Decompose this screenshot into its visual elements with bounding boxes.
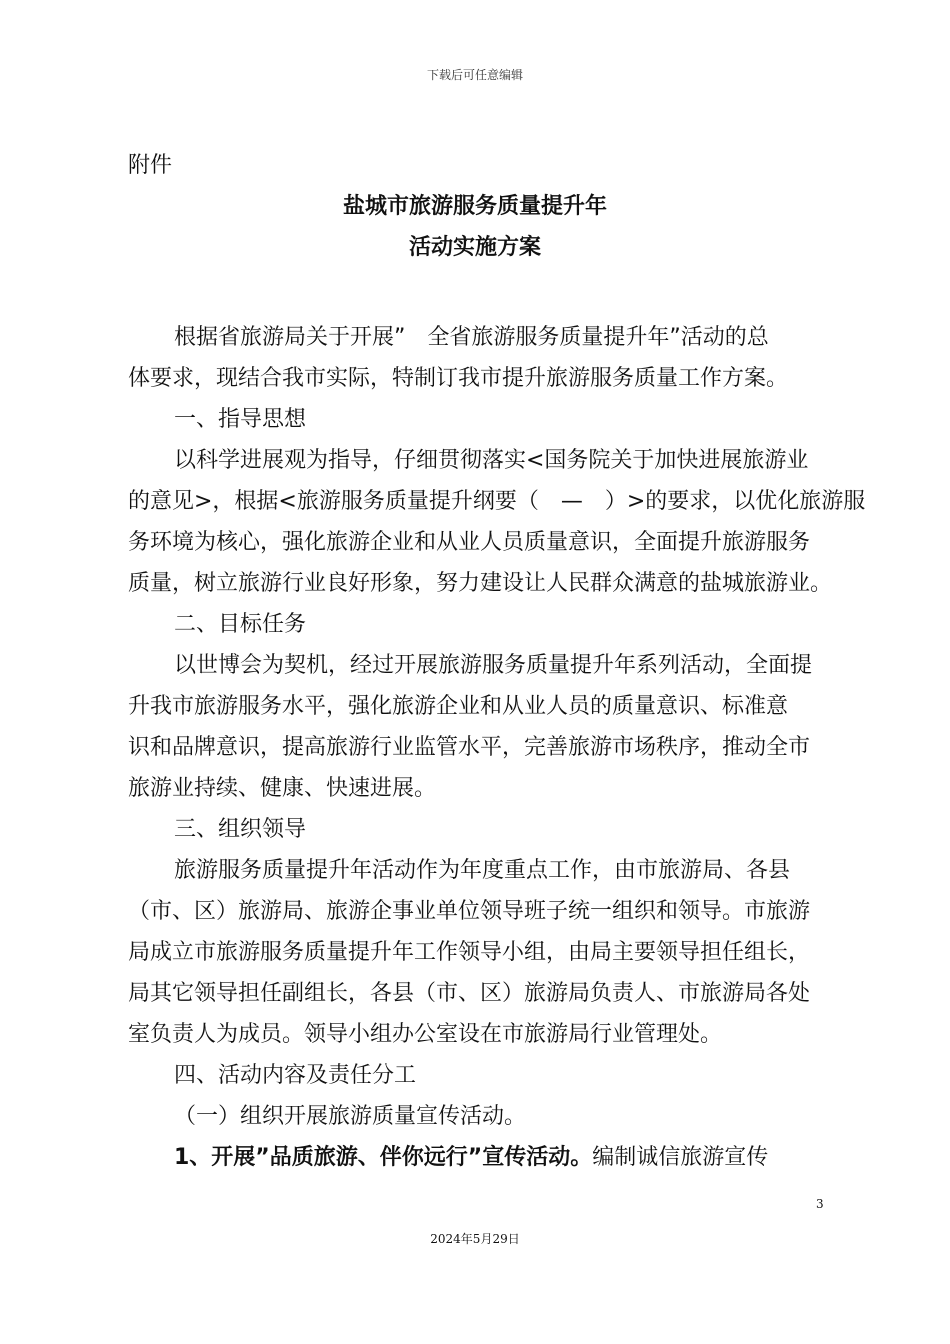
header-note: 下载后可任意编辑: [426, 68, 523, 82]
body-line: 的意见>，根据<旅游服务质量提升纲要（ — ）>的要求，以优化旅游服: [128, 489, 866, 514]
item-text: 编制诚信旅游宣传: [592, 1145, 769, 1170]
body-line: 务环境为核心，强化旅游企业和从业人员质量意识，全面提升旅游服务: [128, 530, 811, 555]
item-heading: 1、开展”品质旅游、伴你远行”宣传活动。: [174, 1145, 593, 1170]
body-line: 体要求，现结合我市实际，特制订我市提升旅游服务质量工作方案。: [128, 366, 789, 391]
section-heading: 四、活动内容及责任分工: [174, 1063, 417, 1088]
body-line: 识和品牌意识，提高旅游行业监管水平，完善旅游市场秩序，推动全市: [128, 735, 811, 760]
body-line: 局成立市旅游服务质量提升年工作领导小组，由局主要领导担任组长，: [128, 940, 811, 965]
subsection-heading: （一）组织开展旅游质量宣传活动。: [174, 1104, 527, 1129]
body-line: 以科学进展观为指导，仔细贯彻落实<国务院关于加快进展旅游业: [174, 448, 809, 473]
section-heading: 三、组织领导: [174, 817, 307, 842]
body-line-last: [174, 1140, 768, 1171]
document-title-line1: 盐城市旅游服务质量提升年: [342, 194, 607, 219]
body-line: 局其它领导担任副组长，各县（市、区）旅游局负责人、市旅游局各处: [128, 981, 811, 1006]
body-line: 升我市旅游服务水平，强化旅游企业和从业人员的质量意识、标准意: [128, 694, 789, 719]
page-number: 3: [816, 1197, 824, 1211]
body-line: （市、区）旅游局、旅游企事业单位领导班子统一组织和领导。市旅游: [128, 899, 811, 924]
body-line: 旅游业持续、健康、快速进展。: [128, 776, 437, 801]
body-line: 根据省旅游局关于开展” 全省旅游服务质量提升年”活动的总: [174, 325, 769, 350]
section-heading: 二、目标任务: [174, 612, 307, 637]
attachment-label: 附件: [128, 153, 173, 178]
body-line: 质量，树立旅游行业良好形象，努力建设让人民群众满意的盐城旅游业。: [128, 571, 833, 596]
footer-date: 2024年5月29日: [430, 1232, 520, 1246]
section-heading: 一、指导思想: [174, 407, 307, 432]
document-title-line2: 活动实施方案: [408, 235, 541, 260]
body-line: 以世博会为契机，经过开展旅游服务质量提升年系列活动，全面提: [174, 653, 813, 678]
body-line: 旅游服务质量提升年活动作为年度重点工作，由市旅游局、各县: [174, 858, 791, 883]
body-line: 室负责人为成员。领导小组办公室设在市旅游局行业管理处。: [128, 1022, 723, 1047]
